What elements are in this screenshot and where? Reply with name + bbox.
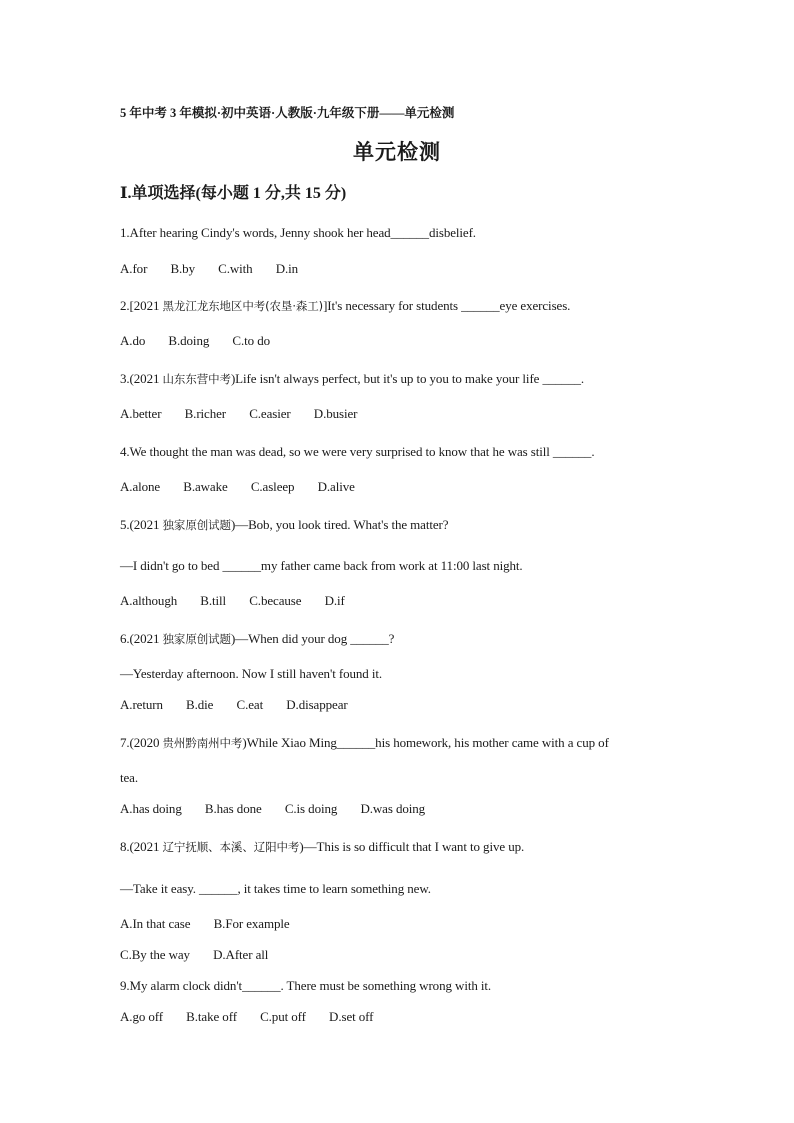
question-3-options: [120, 406, 377, 422]
question-5-dialogue: —I didn't go to bed ______my father came back from work at 11:00 last night.: [120, 558, 523, 573]
option-d: D.After all: [213, 947, 269, 962]
question-source: 辽宁抚顺、本溪、辽阳中考: [162, 840, 300, 854]
question-source: 山东东营中考: [162, 372, 231, 386]
option-b: B.by: [170, 261, 195, 276]
option-a: A.has doing: [120, 801, 182, 816]
option-b: B.till: [200, 593, 227, 608]
option-a: A.for: [120, 261, 148, 276]
question-source: 独家原创试题: [162, 632, 231, 646]
question-9-options: [120, 1009, 393, 1025]
question-1-text: 1.After hearing Cindy's words, Jenny shook her head______disbelief.: [120, 225, 476, 240]
option-c: C.asleep: [250, 479, 295, 494]
question-1-options: [120, 261, 318, 277]
question-8-text: 8.(2021 辽宁抚顺、本溪、辽阳中考)—This is so difficult that I want to give up.: [120, 839, 525, 854]
option-a: A.go off: [120, 1009, 164, 1024]
question-2-options: [120, 333, 290, 349]
option-b: B.awake: [183, 479, 228, 494]
question-8-options-row-2: [120, 947, 288, 963]
option-b: B.die: [186, 697, 214, 712]
option-c: C.is doing: [284, 801, 338, 816]
option-d: D.alive: [317, 479, 355, 494]
question-8-dialogue: —Take it easy. ______, it takes time to learn something new.: [120, 881, 431, 896]
option-c: C.eat: [236, 697, 264, 712]
option-c: C.easier: [249, 406, 291, 421]
option-a: A.return: [120, 697, 163, 712]
question-source: 独家原创试题: [162, 518, 231, 532]
option-d: D.disappear: [286, 697, 348, 712]
question-8-options-row-1: [120, 916, 310, 932]
option-a: A.do: [120, 333, 146, 348]
option-c: C.put off: [260, 1009, 306, 1024]
question-7-options: [120, 801, 445, 817]
question-6-text: 6.(2021 独家原创试题)—When did your dog ______?: [120, 631, 395, 646]
option-b: B.has done: [204, 801, 262, 816]
option-b: B.take off: [186, 1009, 237, 1024]
option-d: D.set off: [329, 1009, 374, 1024]
question-source: 黑龙江龙东地区中考(农垦·森工): [162, 299, 324, 313]
option-a: A.In that case: [120, 916, 191, 931]
option-c: C.By the way: [120, 947, 190, 962]
option-c: C.because: [249, 593, 302, 608]
option-d: D.was doing: [360, 801, 426, 816]
option-a: A.alone: [120, 479, 161, 494]
question-7-text-cont: tea.: [120, 770, 139, 785]
question-6-dialogue: —Yesterday afternoon. Now I still haven't found it.: [120, 666, 383, 681]
question-6-options: [120, 697, 368, 713]
page-title: 单元检测: [353, 140, 441, 164]
question-5-options: [120, 593, 365, 609]
option-d: D.if: [324, 593, 345, 608]
question-9-text: 9.My alarm clock didn't______. There must be something wrong with it.: [120, 978, 492, 993]
option-a: A.better: [120, 406, 162, 421]
question-4-text: 4.We thought the man was dead, so we were very surprised to know that he was still ______.: [120, 444, 595, 459]
question-7-text: 7.(2020 贵州黔南州中考)While Xiao Ming______his homework, his mother came with a cup of: [120, 735, 609, 750]
option-c: C.to do: [232, 333, 270, 348]
option-c: C.with: [218, 261, 253, 276]
option-a: A.although: [120, 593, 178, 608]
question-4-options: [120, 479, 375, 495]
option-b: B.richer: [184, 406, 227, 421]
option-b: B.For example: [213, 916, 290, 931]
option-d: D.in: [275, 261, 299, 276]
section-heading: Ⅰ.单项选择(每小题 1 分,共 15 分): [120, 185, 347, 202]
document-header: 5 年中考 3 年模拟·初中英语·人教版·九年级下册——单元检测: [120, 106, 455, 120]
question-5-text: 5.(2021 独家原创试题)—Bob, you look tired. What's the matter?: [120, 517, 449, 532]
question-2-text: 2.[2021 黑龙江龙东地区中考(农垦·森工)]It's necessary for students ______eye exercises.: [120, 298, 571, 313]
option-d: D.busier: [313, 406, 358, 421]
question-source: 贵州黔南州中考: [162, 736, 243, 750]
question-3-text: 3.(2021 山东东营中考)Life isn't always perfect, but it's up to you to make your life ______.: [120, 371, 585, 386]
option-b: B.doing: [168, 333, 210, 348]
